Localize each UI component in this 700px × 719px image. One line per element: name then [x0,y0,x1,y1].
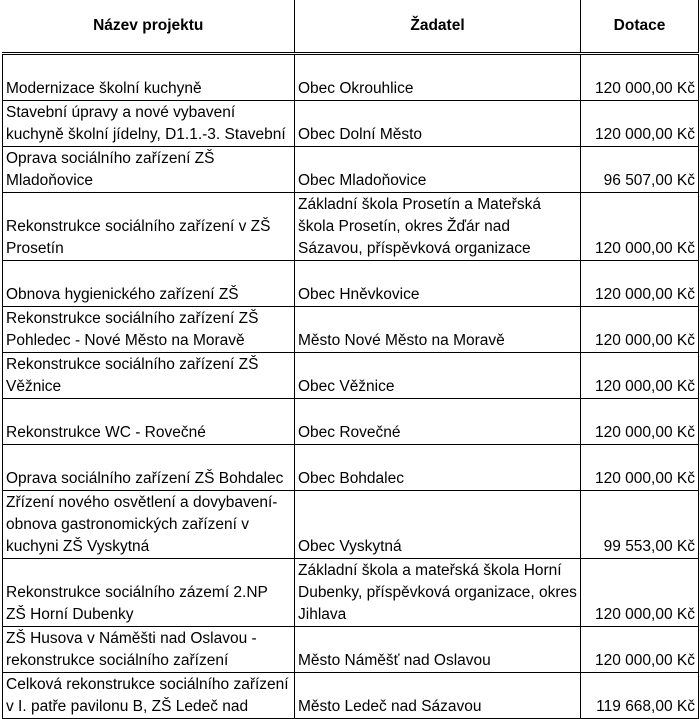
project-name-cell: ZŠ Husova v Náměšti nad Oslavou - rekonstrukce sociálního zařízení [3,627,295,673]
amount-cell: 120 000,00 Kč [581,193,699,261]
table-row [3,54,699,101]
project-name-cell: Oprava sociálního zařízení ZŠ Bohdalec [3,445,295,491]
project-name-cell: Oprava sociálního zařízení ZŠ Mladoňovice [3,147,295,193]
table-row [3,193,699,261]
table-row [3,147,699,193]
project-name-cell: Celková rekonstrukce sociálního zařízení v I. patře pavilonu B, ZŠ Ledeč nad [3,673,295,719]
project-name-cell: Zřízení nového osvětlení a dovybavení-obnova gastronomických zařízení v kuchyni ZŠ Vyskytná [3,491,295,559]
header-project-name: Název projektu [3,0,295,54]
applicant-cell: Základní škola Prosetín a Mateřská škola Prosetín, okres Žďár nad Sázavou, příspěvková organizace [295,193,581,261]
applicant-cell: Obec Dolní Město [295,101,581,147]
table-row [3,627,699,673]
amount-cell: 120 000,00 Kč [581,445,699,491]
amount-cell: 96 507,00 Kč [581,147,699,193]
applicant-cell: Obec Bohdalec [295,445,581,491]
table-row [3,353,699,399]
applicant-cell: Obec Mladoňovice [295,147,581,193]
project-name-cell: Obnova hygienického zařízení ZŠ [3,261,295,307]
project-name-cell: Rekonstrukce sociálního zařízení ZŠ Věžnice [3,353,295,399]
table-row [3,445,699,491]
table-row [3,101,699,147]
applicant-cell: Obec Rovečné [295,399,581,445]
amount-cell: 99 553,00 Kč [581,491,699,559]
applicant-cell: Obec Vyskytná [295,491,581,559]
project-name-cell: Rekonstrukce sociálního zařízení ZŠ Pohledec - Nové Město na Moravě [3,307,295,353]
table-row [3,491,699,559]
table-row [3,673,699,719]
header-amount: Dotace [581,0,699,54]
project-name-cell: Rekonstrukce sociálního zázemí 2.NP ZŠ Horní Dubenky [3,559,295,627]
project-name-cell: Modernizace školní kuchyně [3,54,295,101]
project-name-cell: Rekonstrukce sociálního zařízení v ZŠ Prosetín [3,193,295,261]
table-row [3,399,699,445]
amount-cell: 120 000,00 Kč [581,261,699,307]
amount-cell: 120 000,00 Kč [581,559,699,627]
applicant-cell: Obec Hněvkovice [295,261,581,307]
table-row [3,261,699,307]
amount-cell: 120 000,00 Kč [581,101,699,147]
applicant-cell: Město Náměšť nad Oslavou [295,627,581,673]
header-row [3,0,699,54]
project-name-cell: Rekonstrukce WC - Rovečné [3,399,295,445]
header-applicant: Žadatel [295,0,581,54]
project-name-cell: Stavební úpravy a nové vybavení kuchyně školní jídelny, D1.1.-3. Stavební [3,101,295,147]
projects-table [2,0,699,719]
applicant-cell: Obec Okrouhlice [295,54,581,101]
amount-cell: 120 000,00 Kč [581,399,699,445]
applicant-cell: Základní škola a mateřská škola Horní Dubenky, příspěvková organizace, okres Jihlava [295,559,581,627]
amount-cell: 120 000,00 Kč [581,54,699,101]
applicant-cell: Město Nové Město na Moravě [295,307,581,353]
table-row [3,559,699,627]
amount-cell: 120 000,00 Kč [581,353,699,399]
table-row [3,307,699,353]
amount-cell: 120 000,00 Kč [581,627,699,673]
amount-cell: 119 668,00 Kč [581,673,699,719]
applicant-cell: Obec Věžnice [295,353,581,399]
amount-cell: 120 000,00 Kč [581,307,699,353]
applicant-cell: Město Ledeč nad Sázavou [295,673,581,719]
